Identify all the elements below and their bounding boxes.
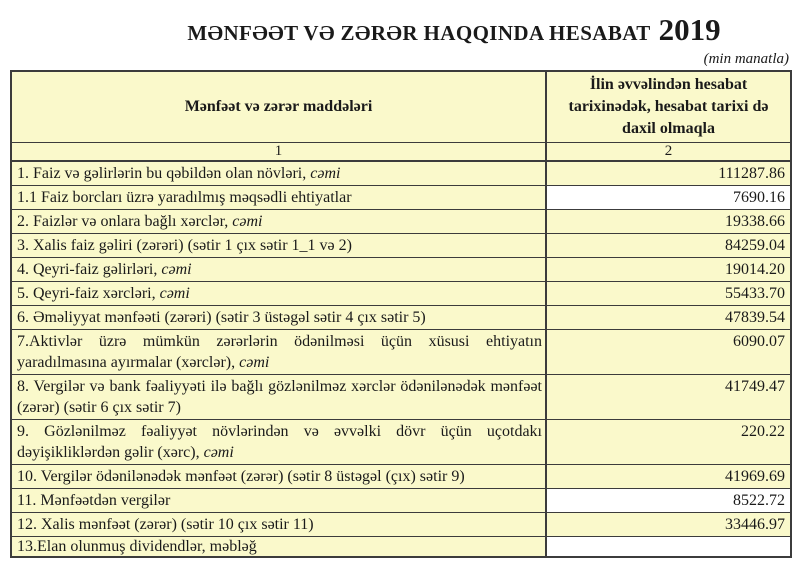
row-label-italic: cəmi [232, 213, 263, 230]
row-value: 41969.69 [546, 465, 791, 489]
row-label-text: 5. Qeyri-faiz xərcləri, [17, 285, 160, 302]
table-row [11, 375, 791, 420]
row-label [11, 306, 546, 330]
row-value: 41749.47 [546, 375, 791, 420]
row-label-text: 7.Aktivlər üzrə mümkün zərərlərin ödənilməsi üçün xüsusi ehtiyatın yaradılmasına ayırmalar (xərclər), [17, 333, 542, 371]
row-label-text: 13.Elan olunmuş dividendlər, məbləğ [17, 538, 257, 555]
row-label [11, 513, 546, 537]
column-index-1: 1 [11, 143, 546, 162]
unit-note: (min manatla) [703, 51, 789, 67]
row-label [11, 465, 546, 489]
table-row [11, 513, 791, 537]
row-label-italic: cəmi [203, 444, 234, 461]
table-row [11, 210, 791, 234]
header-row [11, 71, 791, 143]
table-row [11, 186, 791, 210]
row-label [11, 489, 546, 513]
table-row [11, 161, 791, 186]
column-index-row [11, 143, 791, 162]
row-value: 33446.97 [546, 513, 791, 537]
table-row [11, 282, 791, 306]
row-value: 19338.66 [546, 210, 791, 234]
report-year: 2019 [658, 12, 721, 47]
row-label [11, 210, 546, 234]
table-row [11, 330, 791, 375]
page-title [0, 12, 800, 48]
row-value: 19014.20 [546, 258, 791, 282]
row-label [11, 161, 546, 186]
row-value: 111287.86 [546, 161, 791, 186]
row-label-italic: cəmi [159, 285, 190, 302]
row-label [11, 282, 546, 306]
row-value: 84259.04 [546, 234, 791, 258]
profit-loss-table [10, 70, 792, 558]
row-value: 7690.16 [546, 186, 791, 210]
row-label-text: 3. Xalis faiz gəliri (zərəri) (sətir 1 çıx sətir 1_1 və 2) [17, 237, 352, 254]
row-label-text: 4. Qeyri-faiz gəlirləri, [17, 261, 162, 278]
row-label-text: 9. Gözlənilməz fəaliyyət növlərindən və əvvəlki dövr üçün uçotdakı dəyişikliklərdən gəlir (xərc), [17, 423, 542, 461]
row-label [11, 420, 546, 465]
row-label-text: 11. Mənfəətdən vergilər [17, 492, 171, 509]
row-label-text: 2. Faizlər və onlara bağlı xərclər, [17, 213, 233, 230]
row-label [11, 186, 546, 210]
row-value: 6090.07 [546, 330, 791, 375]
column-index-2: 2 [546, 143, 791, 162]
row-label [11, 330, 546, 375]
row-label-text: 10. Vergilər ödənilənədək mənfəət (zərər) (sətir 8 üstəgəl (çıx) sətir 9) [17, 468, 465, 485]
header-period-column: İlin əvvəlindən hesabat tarixinədək, hesabat tarixi də daxil olmaqla [546, 71, 791, 143]
row-label-italic: cəmi [239, 354, 270, 371]
table-row [11, 465, 791, 489]
row-label-italic: cəmi [161, 261, 192, 278]
row-label [11, 258, 546, 282]
row-value: 220.22 [546, 420, 791, 465]
table-row [11, 537, 791, 558]
row-label-text: 8. Vergilər və bank fəaliyyəti ilə bağlı gözlənilməz xərclər ödənilənədək mənfəət (zərər) (sətir 6 çıx sətir 7) [17, 378, 542, 416]
row-value: 8522.72 [546, 489, 791, 513]
row-label-text: 1. Faiz və gəlirlərin bu qəbildən olan növləri, [17, 165, 311, 182]
row-label [11, 537, 546, 558]
table-row [11, 306, 791, 330]
row-label-text: 12. Xalis mənfəət (zərər) (sətir 10 çıx sətir 11) [17, 516, 314, 533]
row-label [11, 234, 546, 258]
row-label-text: 6. Əməliyyat mənfəəti (zərəri) (sətir 3 üstəgəl sətir 4 çıx sətir 5) [17, 309, 426, 326]
row-value: 55433.70 [546, 282, 791, 306]
row-label [11, 375, 546, 420]
header-items-column: Mənfəət və zərər maddələri [11, 71, 546, 143]
row-value: 47839.54 [546, 306, 791, 330]
row-label-text: 1.1 Faiz borcları üzrə yaradılmış məqsədli ehtiyatlar [17, 189, 352, 206]
row-label-italic: cəmi [310, 165, 341, 182]
table-row [11, 234, 791, 258]
row-value [546, 537, 791, 558]
table-row [11, 489, 791, 513]
table-row [11, 420, 791, 465]
report-title-text: MƏNFƏƏT VƏ ZƏRƏR HAQQINDA HESABAT [187, 21, 651, 45]
table-row [11, 258, 791, 282]
